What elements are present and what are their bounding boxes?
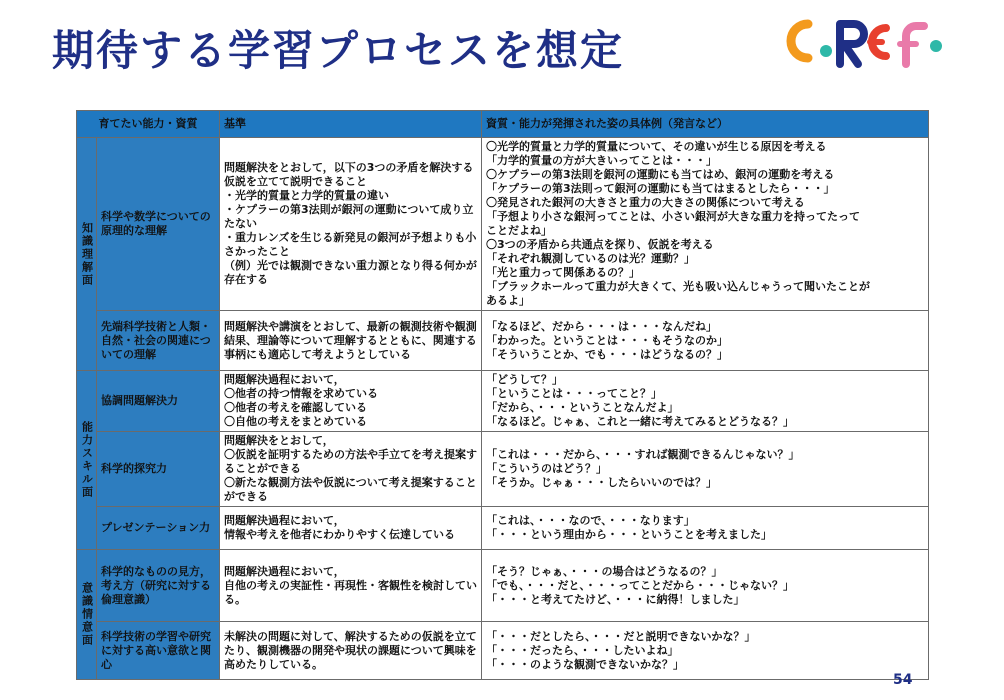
ability-cell: 科学技術の学習や研究に対する高い意欲と関心 [97,622,220,680]
example-line: 「そう？じゃぁ、・・・の場合はどうなるの？」 [486,564,723,578]
criteria-cell [220,507,482,550]
example-line: 「こういうのはどう？」 [486,462,607,475]
table-row [77,507,929,550]
criteria-line: 〇他者の考えを確認している [224,401,367,414]
criteria-line: 自他の考えの実証性・再現性・客観性を検討している。 [224,578,477,606]
criteria-line: ・ケプラーの第3法則が銀河の運動について成り立たない [224,203,474,230]
example-line: 「・・・という理由から・・・ということを考えました」 [486,528,772,541]
coref-logo [778,12,948,72]
criteria-cell [220,432,482,507]
example-line: 「それぞれ観測しているのは光？運動？」 [486,252,695,265]
examples-cell [482,507,929,550]
criteria-cell [220,371,482,432]
table-row [77,371,929,432]
ability-cell: 科学や数学についての原理的な理解 [97,138,220,311]
example-line: 「どうして？」 [486,373,563,386]
criteria-line: 問題解決をとおして， [224,434,334,447]
category-attitude: 意識情意面 [77,550,97,680]
criteria-cell [220,550,482,622]
criteria-line: 問題解決過程において， [224,514,345,527]
learning-process-table [76,110,929,680]
criteria-line: 問題解決過程において， [224,564,345,578]
table-row [77,622,929,680]
example-line: 「光と重力って関係あるの？」 [486,266,640,279]
criteria-line: 情報や考えを他者にわかりやすく伝達している [224,528,455,541]
criteria-cell [220,311,482,371]
example-line: 「そうか。じゃぁ・・・したらいいのでは？」 [486,476,717,489]
category-skills: 能力スキル面 [77,371,97,550]
ability-cell: 協調問題解決力 [97,371,220,432]
criteria-line: 問題解決過程において， [224,373,345,386]
example-line: 「・・・のような観測できないかな？」 [486,657,684,671]
criteria-line: （例）光では観測できない重力源となり得る何かが存在する [224,259,477,286]
example-line: 「なるほど。じゃぁ、これと一緒に考えてみるとどうなる？」 [486,415,794,428]
criteria-line: 〇新たな観測方法や仮説について考え提案することができる [224,476,477,503]
criteria-line: 未解決の問題に対して、解決するための仮説を立てたり、観測機器の開発や現状の課題について興味を高めたりしている。 [224,629,477,671]
header-examples: 資質・能力が発揮された姿の具体例（発言など） [482,111,929,138]
example-line: 「・・・だったら、・・・したいよね」 [486,643,679,657]
example-line: 「ブラックホールって重力が大きくて、光も吸い込んじゃうって聞いたことが [486,280,871,293]
example-line: ことだよね」 [486,224,552,237]
table-row [77,432,929,507]
example-line: 「そういうことか、でも・・・はどうなるの？」 [486,347,728,361]
header-ability: 育てたい能力・資質 [77,111,220,138]
example-line: 〇3つの矛盾から共通点を探り、仮説を考える [486,238,714,251]
example-line: 「だから、・・・ということなんだよ」 [486,401,679,414]
examples-cell [482,432,929,507]
example-line: 「これは、・・・なので、・・・なります」 [486,514,695,527]
criteria-line: 〇自他の考えをまとめている [224,415,367,428]
page-number: 54 [893,672,913,688]
criteria-line: 〇他者の持つ情報を求めている [224,387,378,400]
ability-cell: 科学的探究力 [97,432,220,507]
ability-cell: プレゼンテーション力 [97,507,220,550]
ability-cell: 科学的なものの見方，考え方（研究に対する倫理意識） [97,550,220,622]
example-line: 〇発見された銀河の大きさと重力の大きさの関係について考える [486,196,805,209]
table-row [77,138,929,311]
table-row [77,311,929,371]
example-line: 「わかった。ということは・・・もそうなのか」 [486,333,728,347]
example-line: 〇光学的質量と力学的質量について、その違いが生じる原因を考える [486,140,827,153]
example-line: 「ということは・・・ってこと？」 [486,387,662,400]
criteria-line: 問題解決をとおして，以下の3つの矛盾を解決する仮説を立てて説明できること [224,161,474,188]
criteria-line: 問題解決や講演をとおして、最新の観測技術や観測結果、理論等について理解するとともに、関連する事柄にも適応して考えようとしている [224,319,477,361]
table-row [77,550,929,622]
examples-cell [482,622,929,680]
criteria-cell [220,138,482,311]
example-line: 「・・・と考えてたけど、・・・に納得！しました」 [486,592,745,606]
criteria-cell [220,622,482,680]
example-line: あるよ」 [486,294,530,307]
example-line: 「なるほど、だから・・・は・・・なんだね」 [486,319,717,333]
table-header-row [77,111,929,138]
example-line: 「予想より小さな銀河ってことは、小さい銀河が大きな重力を持ってたって [486,210,860,223]
criteria-line: ・光学的質量と力学的質量の違い [224,189,389,202]
example-line: 「・・・だとしたら、・・・だと説明できないかな？」 [486,629,756,643]
criteria-line: ・重力レンズを生じる新発見の銀河が予想よりも小さかったこと [224,231,477,258]
example-line: 〇ケプラーの第3法則を銀河の運動にも当てはめ、銀河の運動を考える [486,168,835,181]
examples-cell [482,138,929,311]
example-line: 「ケプラーの第3法則って銀河の運動にも当てはまるとしたら・・・」 [486,182,835,195]
header-criteria: 基準 [220,111,482,138]
example-line: 「力学的質量の方が大きいってことは・・・」 [486,154,717,167]
ability-cell: 先端科学技術と人類・自然・社会の関連についての理解 [97,311,220,371]
example-line: 「でも、・・・だと、・・・ってことだから・・・じゃない？」 [486,578,794,592]
examples-cell [482,550,929,622]
examples-cell [482,311,929,371]
page-title: 期待する学習プロセスを想定 [52,26,625,75]
example-line: 「これは・・・だから、・・・すれば観測できるんじゃない？」 [486,448,800,461]
category-knowledge: 知識理解面 [77,138,97,371]
criteria-line: 〇仮説を証明するための方法や手立てを考え提案することができる [224,448,477,475]
examples-cell [482,371,929,432]
